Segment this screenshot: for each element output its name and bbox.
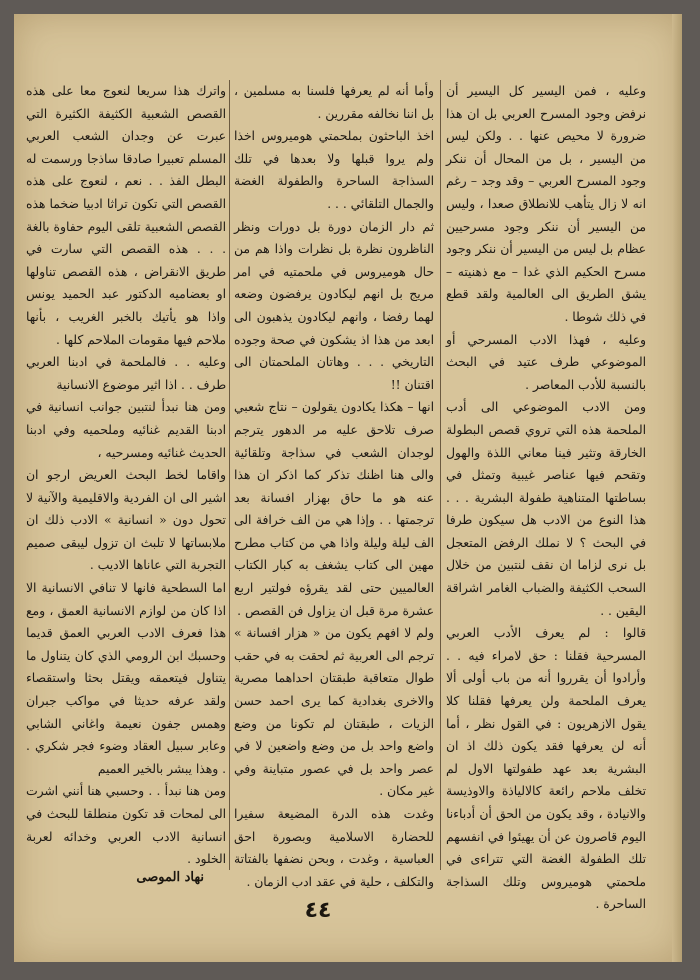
paragraph: وعليه ، فمن اليسير كل اليسير أن نرفض وجود المسرح العربي بل ان هذا ضرورة لا محيص عنها . . ولكن ليس من اليسير ، بل من المحال أن ننكر وجود المسرح العربي – وقد وجد – رغم انه لا زال يتأهب للانطلاق صعدا ، وليس من اليسير أن ننكر وجود مسرحيين عظام بل ليس من اليسير أن ننكر وجود مسرح الحكيم الذي غدا – مع ذهنيته – يشق الطريق الى العالمية ولقد قطع في ذلك شوطا . [446,84,646,324]
paragraph: ثم دار الزمان دورة بل دورات ونظر الناظرون نظرة بل نظرات واذا هم من حال هوميروس في ملحمتيه في امر مريج بل انهم ليكادون يرفضون وضعه لهما رفضا ، وانهم ليكادون يذهبون الى ابعد من هذا اذ يشكون في صحة وجوده التاريخي . . . وهاتان الملحمتان الى اقتنان !! [234,219,434,392]
paragraph: انها – هكذا يكادون يقولون – نتاج شعبي صرف تلاحق عليه مر الدهور يترجم لوجدان الشعب في سذاجة وتلقائية والى هنا اظنك تذكر كما اذكر ان هذا عنه هو ما حاق بهزار افسانة بعد ترجمتها . . وإذا هي من الف خرافة الى الف ليلة وليلة واذا هي من كتاب مطرح مهين الى كتاب يشغف به كبار الكتاب العالميين حتى لقد يقرؤه فولتير اربع عشرة مرة قبل ان يزاول فن القصص . [234,400,434,618]
paragraph: واترك هذا سريعا لنعوج معا على هذه القصص الشعبية الكثيفة الكثيرة التي عبرت عن وجدان الشعب العربي المسلم تعبيرا صادقا ساذجا ورسمت له البطل الفذ . . نعم ، لنعوج على هذه القصص التي تكون تراثا ادبيا ضخما هذه القصص الشعبية تلقى اليوم حفاوة بالغة . . . هذه القصص التي سارت في طريق الانقراض ، هذه القصص تناولها او بعضاميه الدكتور عبد الحميد يونس واذا هو يأتيك بالخبر الغريب ، بأنها ملاحم فيها مقومات الملاحم كلها . [26,84,226,347]
paragraph: قالوا : لم يعرف الأدب العربي المسرحية فقلنا : حق لامراء فيه . . وأرادوا أن يقرروا أنه من باب أولى ألا يعرف الملحمة ولن يعرفها فقلنا كلا يقول الازهريون : في القول نظر ، أما أنه لن يعرفها فقد يكون ذلك اذ ان البشرية بعد عهد طفولتها الاول لم تخلف ملاحم رائعة كالالياذة والاوذيسة والانيادة ، وقد يكون من الحق أن أدباءنا اليوم قاصرون عن أن يهيئوا في انفسهم تلك الطفولة الغضة التي تتراءى في ملحمتي هوميروس وتلك السذاجة الساحرة . [446,626,646,912]
author-signature: نهاد الموصى [136,870,204,885]
page-number: ٤٤ [304,898,332,923]
paragraph: ومن الادب الموضوعي الى أدب الملحمة هذه التي تروي قصص البطولة الخارقة وتثير فينا معاني اللذة والهول وتقحم فيها عناصر غيبية وتمثل في بساطتها المتناهية طفولة البشرية . . . هذا النوع من الادب هل سيكون طرفا في البحث ؟ لا نملك الرفض المتعجل بل نرى لزاما ان نقف لنتبين من خلال السحب الكثيفة والضباب الغامر اشراقة اليقين . . [446,400,646,618]
column-divider-left [229,80,230,870]
paragraph: اخذ الباحثون بملحمتي هوميروس اخذا ولم يروا قبلها ولا بعدها في تلك السذاجة الساحرة والطفولة الغضة والجمال التلقائي . . . [234,129,434,211]
paragraph: اما السطحية فانها لا تنافي الانسانية الا اذا كان من لوازم الانسانية العمق ، ومع هذا فعرف الادب العربي العمق قديما وحسبك ابن الرومي الذي كان يتناول ما يتناول فيتعمقه ويقتل بحثا واستقصاء ولقد عرفه حديثا في مواكب جبران وهمس جفون نعيمة واغاني الشابي وعابر سبيل العقاد وضوء فجر شكري . . وهذا يبشر بالخير العميم [26,581,226,776]
paragraph: وعليه ، فهذا الادب المسرحي أو الموضوعي طرف عتيد في البحث بالنسبة للأدب المعاصر . [446,332,646,392]
paragraph: وأما أنه لم يعرفها فلسنا به مسلمين ، بل اننا نخالفه مقررين . [234,84,434,121]
paragraph: واقاما لخط البحث العريض ارجو ان اشير الى ان الفردية والاقليمية والآنية لا تحول دون « انسانية » الادب ذلك ان ملابساتها لا تلبث ان تزول ليبقى صميم التجربة التي عاناها الاديب . [26,468,226,573]
paragraph: ومن هنا نبدأ . . وحسبي هنا أنني اشرت الى لمحات قد تكون منطلقا للبحث في انسانية الادب العربي وخدائه لعربة الخلود . [26,784,226,867]
column-left [26,80,226,880]
column-right [446,80,646,912]
paragraph: وغدت هذه الدرة المضيعة سفيرا للحضارة الاسلامية وبصورة احق العباسية ، وغدت ، وبحن نضفها بالفتاتة والتكلف ، حلية في عقد ادب الزمان . [234,807,434,889]
column-divider-right [440,80,441,870]
column-middle [234,80,434,889]
paragraph: ولم لا افهم يكون من « هزار افسانة » ترجم الى العربية ثم لحقت به في حقب طوال متعاقبة طبقتان احداهما مصرية والاخرى بغدادية كما يرى احمد حسن الزيات ، طبقتان لم تكونا من وضع واضع واحد بل من وضع واضعين لا في عصر واحد بل في عصور متباينة وفي غير مكان . [234,626,434,799]
page-spine-edge [672,14,682,962]
magazine-page [14,14,682,962]
paragraph: ومن هنا نبدأ لنتبين جوانب انسانية في ادبنا القديم غنائيه وملحميه وفي ادبنا الحديث غنائيه ومسرحيه ، [26,400,226,460]
paragraph: وعليه . . فالملحمة في ادبنا العربي طرف . . اذا اثير موضوع الانسانية [26,355,226,392]
